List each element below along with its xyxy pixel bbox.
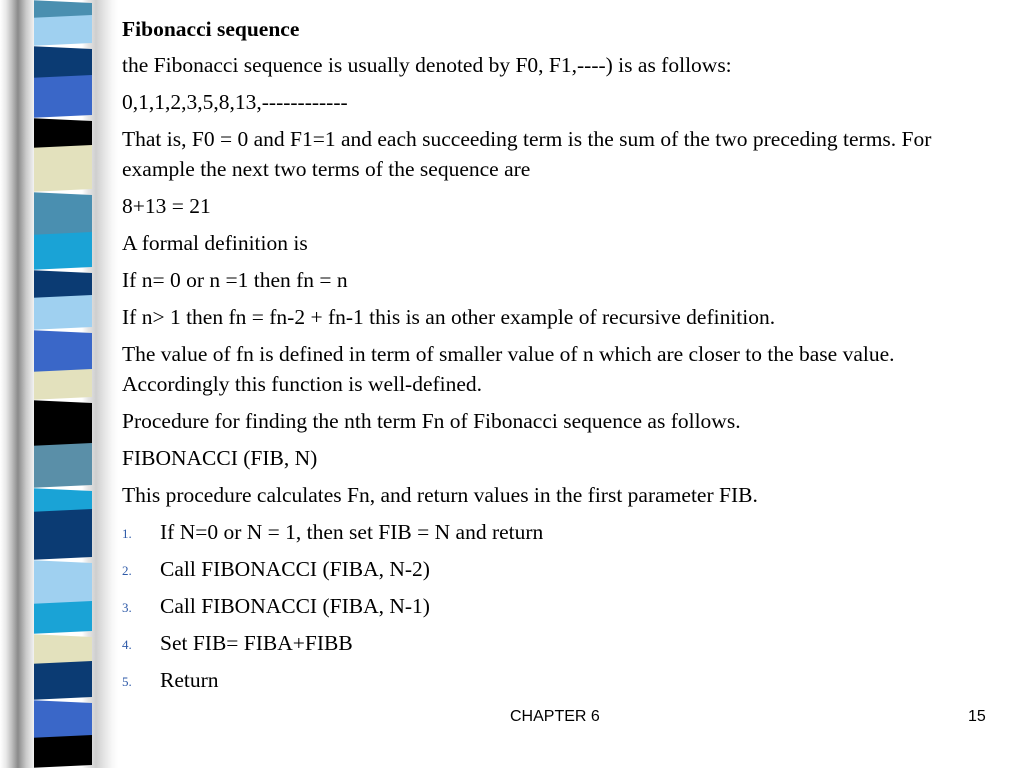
- decorative-strip-block: [28, 15, 92, 46]
- decorative-strip-block: [28, 369, 92, 400]
- paragraph: 0,1,1,2,3,5,8,13,------------: [122, 90, 348, 114]
- decorative-strip-block: [28, 443, 92, 488]
- list-number: 5.: [122, 674, 132, 689]
- decorative-strip-edge: [0, 0, 34, 768]
- slide-content: [122, 14, 992, 702]
- procedure-steps-list: [122, 517, 992, 695]
- slide-title: Fibonacci sequence: [122, 17, 300, 41]
- decorative-strip-block: [28, 330, 92, 375]
- list-item-text: Call FIBONACCI (FIBA, N-1): [160, 594, 430, 618]
- list-item: [122, 554, 992, 584]
- paragraph: If n> 1 then fn = fn-2 + fn-1 this is an other example of recursive definition.: [122, 305, 776, 329]
- paragraph: FIBONACCI (FIB, N): [122, 446, 318, 470]
- list-item-text: If N=0 or N = 1, then set FIB = N and return: [160, 520, 544, 544]
- footer-chapter: CHAPTER 6: [510, 708, 600, 725]
- paragraph: The value of fn is defined in term of smaller value of n which are closer to the base value. Accordingly this function is well-defined.: [122, 342, 895, 396]
- list-number: 1.: [122, 526, 132, 541]
- paragraph: the Fibonacci sequence is usually denoted by F0, F1,----) is as follows:: [122, 53, 732, 77]
- decorative-strip-block: [28, 509, 92, 560]
- list-number: 4.: [122, 637, 132, 652]
- decorative-strip-block: [28, 75, 92, 118]
- list-item: [122, 665, 992, 695]
- decorative-strip-block: [28, 400, 92, 449]
- decorative-strip-block: [28, 192, 92, 238]
- decorative-strip-block: [28, 601, 92, 634]
- decorative-strip-block: [28, 700, 92, 741]
- list-number: 3.: [122, 600, 132, 615]
- list-item-text: Return: [160, 668, 219, 692]
- paragraph: If n= 0 or n =1 then fn = n: [122, 268, 348, 292]
- list-item: [122, 628, 992, 658]
- decorative-strip-block: [28, 232, 92, 270]
- paragraph: That is, F0 = 0 and F1=1 and each succeeding term is the sum of the two preceding terms. For example the next two terms of the sequence are: [122, 127, 932, 181]
- list-number: 2.: [122, 563, 132, 578]
- decorative-strip-block: [28, 661, 92, 700]
- list-item: [122, 517, 992, 547]
- decorative-strip-block: [28, 295, 92, 330]
- list-item-text: Set FIB= FIBA+FIBB: [160, 631, 353, 655]
- list-item-text: Call FIBONACCI (FIBA, N-2): [160, 557, 430, 581]
- footer-page-number: 15: [968, 708, 986, 725]
- decorative-strip-block: [28, 145, 92, 192]
- paragraph: Procedure for finding the nth term Fn of Fibonacci sequence as follows.: [122, 409, 741, 433]
- decorative-strip-block: [28, 735, 92, 768]
- paragraph: A formal definition is: [122, 231, 308, 255]
- paragraph: This procedure calculates Fn, and return values in the first parameter FIB.: [122, 483, 758, 507]
- list-item: [122, 591, 992, 621]
- decorative-strip-block: [28, 560, 92, 607]
- paragraph: 8+13 = 21: [122, 194, 211, 218]
